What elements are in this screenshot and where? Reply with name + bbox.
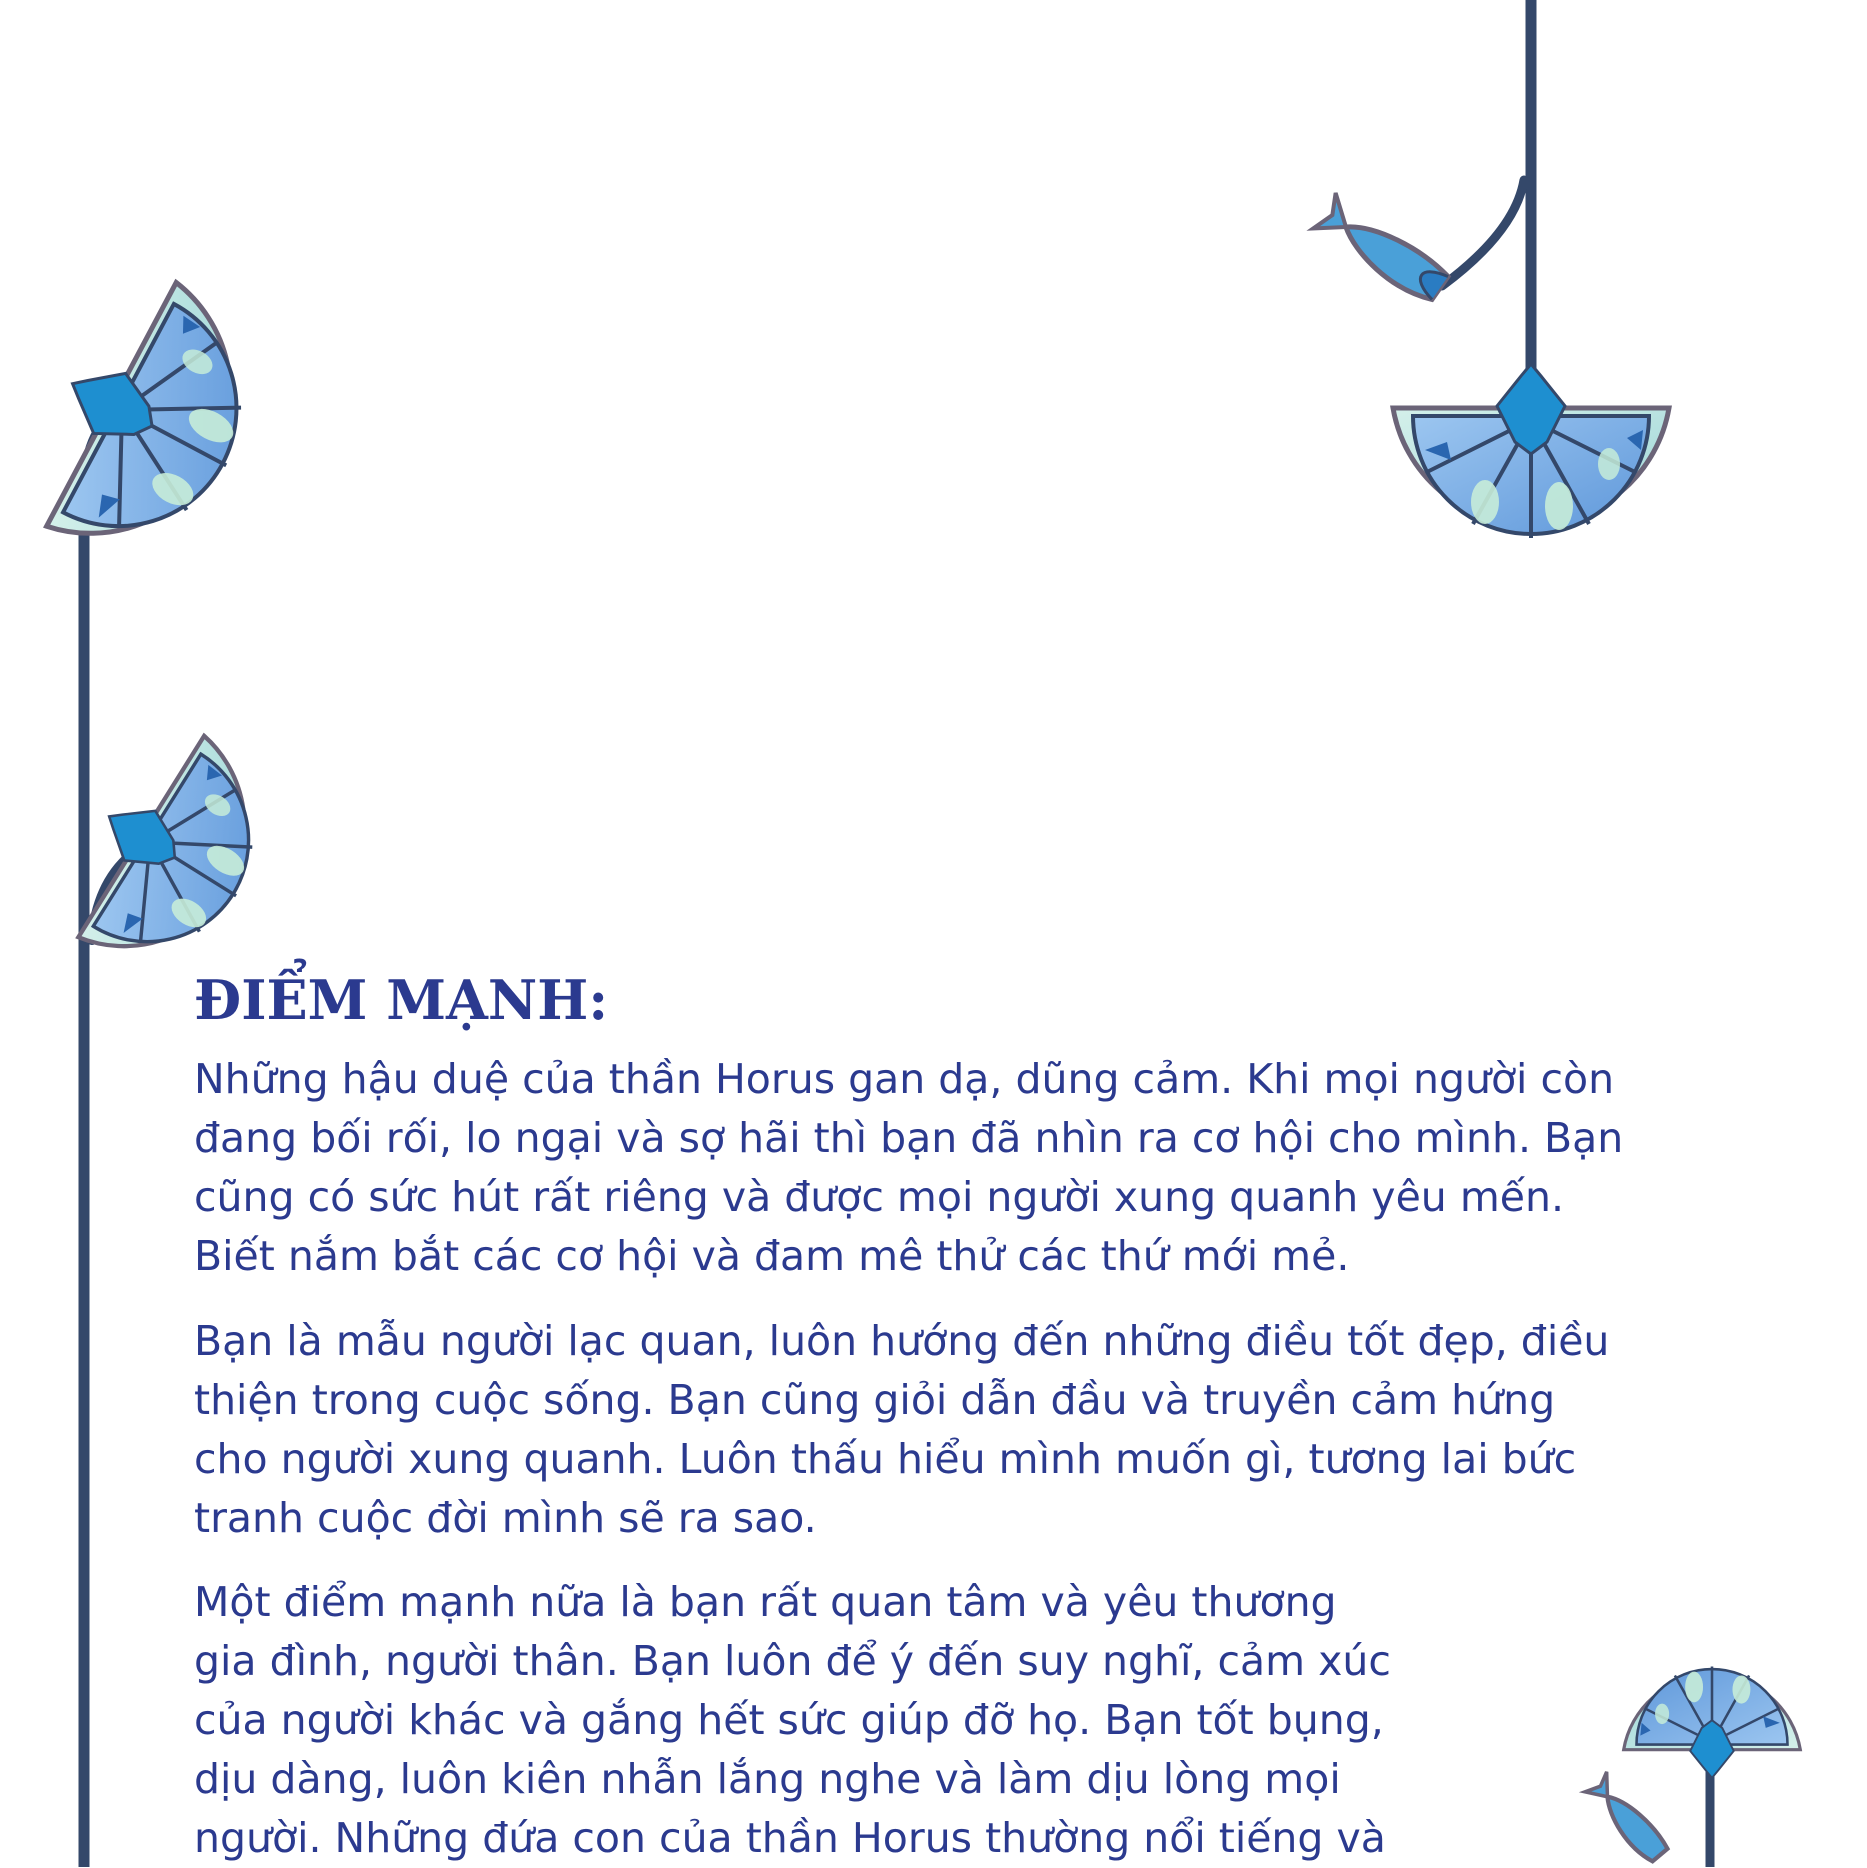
paragraph-line: dịu dàng, luôn kiên nhẫn lắng nghe và làm dịu lòng mọi bbox=[194, 1755, 1341, 1803]
paragraph-line: Một điểm mạnh nữa là bạn rất quan tâm và yêu thương bbox=[194, 1578, 1337, 1626]
paragraph-line: tranh cuộc đời mình sẽ ra sao. bbox=[194, 1494, 817, 1542]
section-heading: ĐIỂM MẠNH: bbox=[194, 968, 609, 1032]
paragraph-line: cũng có sức hút rất riêng và được mọi người xung quanh yêu mến. bbox=[194, 1173, 1564, 1221]
paragraph-1 bbox=[194, 1050, 1623, 1286]
lotus-bud-icon bbox=[1312, 193, 1451, 308]
paragraph-3 bbox=[194, 1573, 1391, 1868]
right-stem-branch bbox=[1442, 180, 1524, 286]
paragraph-line: Biết nắm bắt các cơ hội và đam mê thử các thứ mới mẻ. bbox=[194, 1232, 1350, 1280]
paragraph-2 bbox=[194, 1312, 1609, 1548]
paragraph-line: Bạn là mẫu người lạc quan, luôn hướng đến những điều tốt đẹp, điều bbox=[194, 1317, 1610, 1365]
paragraph-line: cho người xung quanh. Luôn thấu hiểu mình muốn gì, tương lai bức bbox=[194, 1435, 1577, 1483]
paragraph-line: thiện trong cuộc sống. Bạn cũng giỏi dẫn đầu và truyền cảm hứng bbox=[194, 1376, 1556, 1424]
paragraph-line: của người khác và gắng hết sức giúp đỡ họ. Bạn tốt bụng, bbox=[194, 1696, 1384, 1744]
lotus-flower-icon bbox=[1393, 364, 1669, 538]
lotus-bud-icon bbox=[1584, 1772, 1670, 1866]
paragraph-line: gia đình, người thân. Bạn luôn để ý đến suy nghĩ, cảm xúc bbox=[194, 1637, 1391, 1685]
paragraph-line: người. Những đứa con của thần Horus thường nổi tiếng và bbox=[194, 1814, 1386, 1862]
lotus-flower-icon bbox=[8, 262, 291, 587]
paragraph-line: Những hậu duệ của thần Horus gan dạ, dũng cảm. Khi mọi người còn bbox=[194, 1055, 1615, 1103]
lotus-flower-icon bbox=[1624, 1666, 1801, 1777]
paragraph-line: đang bối rối, lo ngại và sợ hãi thì bạn đã nhìn ra cơ hội cho mình. Bạn bbox=[194, 1114, 1624, 1162]
left-stem bbox=[84, 410, 120, 1867]
